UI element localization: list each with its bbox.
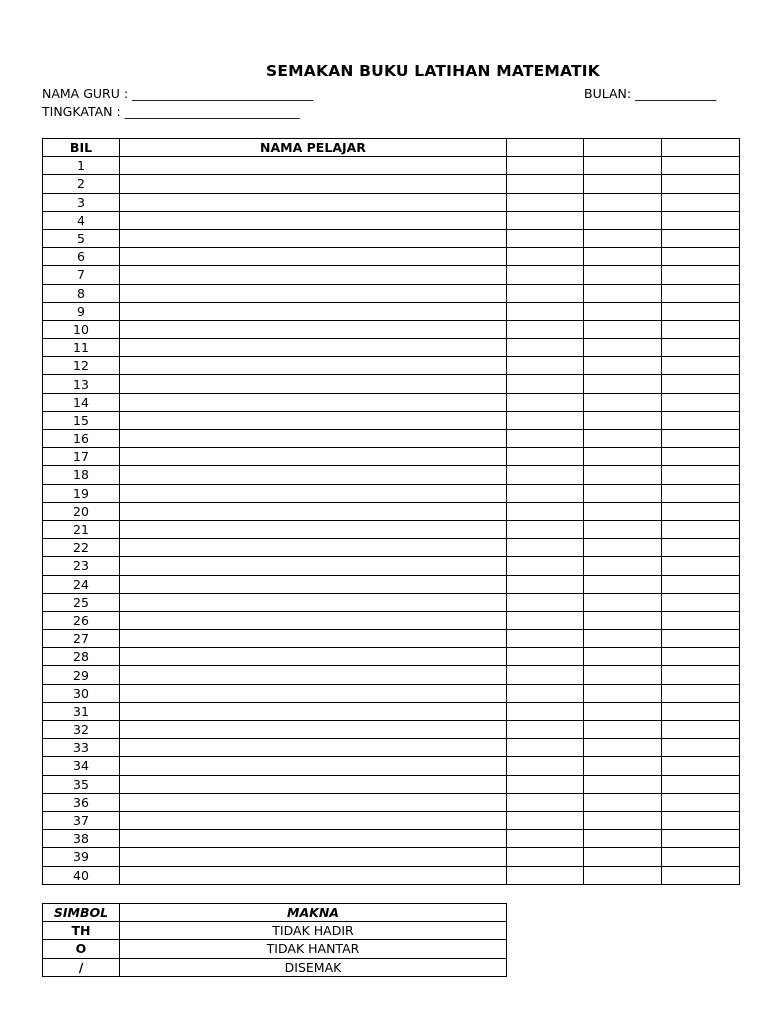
table-row (43, 575, 740, 593)
bil-cell: 27 (43, 630, 120, 648)
mark-cell[interactable] (662, 539, 740, 557)
table-row (43, 848, 740, 866)
mark-cell[interactable] (662, 393, 740, 411)
mark-cell[interactable] (507, 830, 584, 848)
mark-cell[interactable] (584, 175, 662, 193)
nama-pelajar-cell[interactable] (120, 302, 507, 320)
header-col-4 (584, 139, 662, 157)
table-row (43, 302, 740, 320)
nama-pelajar-cell[interactable] (120, 575, 507, 593)
nama-pelajar-cell[interactable] (120, 721, 507, 739)
mark-cell[interactable] (507, 484, 584, 502)
mark-cell[interactable] (584, 684, 662, 702)
nama-pelajar-cell[interactable] (120, 229, 507, 247)
mark-cell[interactable] (662, 375, 740, 393)
bil-cell: 19 (43, 484, 120, 502)
bil-cell: 39 (43, 848, 120, 866)
mark-cell[interactable] (584, 830, 662, 848)
mark-cell[interactable] (662, 229, 740, 247)
table-row (43, 284, 740, 302)
mark-cell[interactable] (584, 502, 662, 520)
mark-cell[interactable] (662, 248, 740, 266)
mark-cell[interactable] (662, 593, 740, 611)
mark-cell[interactable] (662, 520, 740, 538)
mark-cell[interactable] (507, 739, 584, 757)
table-row (43, 721, 740, 739)
mark-cell[interactable] (662, 448, 740, 466)
nama-pelajar-cell[interactable] (120, 593, 507, 611)
mark-cell[interactable] (507, 811, 584, 829)
guru-field[interactable]: _____________________________ (132, 86, 314, 101)
mark-cell[interactable] (662, 320, 740, 338)
bil-cell: 11 (43, 339, 120, 357)
table-row (43, 775, 740, 793)
mark-cell[interactable] (584, 557, 662, 575)
bil-cell: 37 (43, 811, 120, 829)
table-row (43, 539, 740, 557)
bil-cell: 24 (43, 575, 120, 593)
tingkatan-label: TINGKATAN : (42, 104, 125, 119)
legend-makna: DISEMAK (120, 958, 507, 976)
mark-cell[interactable] (584, 848, 662, 866)
table-row (43, 666, 740, 684)
guru-line (42, 86, 313, 101)
mark-cell[interactable] (507, 793, 584, 811)
table-row (43, 739, 740, 757)
mark-cell[interactable] (662, 775, 740, 793)
table-row (43, 248, 740, 266)
mark-cell[interactable] (662, 211, 740, 229)
mark-cell[interactable] (584, 739, 662, 757)
bil-cell: 38 (43, 830, 120, 848)
mark-cell[interactable] (584, 284, 662, 302)
bil-cell: 14 (43, 393, 120, 411)
mark-cell[interactable] (662, 193, 740, 211)
mark-cell[interactable] (507, 211, 584, 229)
mark-cell[interactable] (662, 339, 740, 357)
mark-cell[interactable] (507, 630, 584, 648)
mark-cell[interactable] (662, 866, 740, 884)
mark-cell[interactable] (507, 193, 584, 211)
bil-cell: 21 (43, 520, 120, 538)
mark-cell[interactable] (584, 302, 662, 320)
nama-pelajar-cell[interactable] (120, 484, 507, 502)
mark-cell[interactable] (584, 320, 662, 338)
mark-cell[interactable] (662, 739, 740, 757)
bil-cell: 3 (43, 193, 120, 211)
mark-cell[interactable] (507, 448, 584, 466)
table-row (43, 175, 740, 193)
mark-cell[interactable] (584, 666, 662, 684)
nama-pelajar-cell[interactable] (120, 357, 507, 375)
table-row (43, 793, 740, 811)
mark-cell[interactable] (584, 611, 662, 629)
legend-makna: TIDAK HANTAR (120, 940, 507, 958)
mark-cell[interactable] (507, 393, 584, 411)
mark-cell[interactable] (662, 302, 740, 320)
bil-cell: 31 (43, 702, 120, 720)
mark-cell[interactable] (507, 539, 584, 557)
mark-cell[interactable] (662, 811, 740, 829)
nama-pelajar-cell[interactable] (120, 630, 507, 648)
mark-cell[interactable] (662, 848, 740, 866)
bil-cell: 32 (43, 721, 120, 739)
mark-cell[interactable] (584, 193, 662, 211)
mark-cell[interactable] (584, 539, 662, 557)
legend-table (42, 903, 507, 977)
nama-pelajar-cell[interactable] (120, 775, 507, 793)
mark-cell[interactable] (584, 157, 662, 175)
mark-cell[interactable] (507, 593, 584, 611)
tingkatan-field[interactable]: ____________________________ (124, 104, 300, 119)
mark-cell[interactable] (584, 393, 662, 411)
mark-cell[interactable] (507, 266, 584, 284)
mark-cell[interactable] (662, 575, 740, 593)
mark-cell[interactable] (507, 430, 584, 448)
bil-cell: 16 (43, 430, 120, 448)
mark-cell[interactable] (584, 575, 662, 593)
mark-cell[interactable] (507, 375, 584, 393)
table-row (43, 393, 740, 411)
mark-cell[interactable] (584, 266, 662, 284)
table-row (43, 611, 740, 629)
mark-cell[interactable] (584, 466, 662, 484)
mark-cell[interactable] (584, 811, 662, 829)
bil-cell: 7 (43, 266, 120, 284)
legend-header-simbol: SIMBOL (43, 904, 120, 922)
nama-pelajar-cell[interactable] (120, 848, 507, 866)
mark-cell[interactable] (507, 520, 584, 538)
bil-cell: 15 (43, 411, 120, 429)
nama-pelajar-cell[interactable] (120, 266, 507, 284)
mark-cell[interactable] (507, 611, 584, 629)
tingkatan-line (42, 104, 300, 119)
bil-cell: 36 (43, 793, 120, 811)
mark-cell[interactable] (662, 157, 740, 175)
table-row (43, 811, 740, 829)
nama-pelajar-cell[interactable] (120, 175, 507, 193)
bil-cell: 18 (43, 466, 120, 484)
nama-pelajar-cell[interactable] (120, 157, 507, 175)
mark-cell[interactable] (507, 175, 584, 193)
mark-cell[interactable] (584, 375, 662, 393)
mark-cell[interactable] (507, 866, 584, 884)
mark-cell[interactable] (584, 793, 662, 811)
table-row (43, 411, 740, 429)
table-row (43, 484, 740, 502)
nama-pelajar-cell[interactable] (120, 430, 507, 448)
mark-cell[interactable] (662, 648, 740, 666)
nama-pelajar-cell[interactable] (120, 539, 507, 557)
nama-pelajar-cell[interactable] (120, 666, 507, 684)
nama-pelajar-cell[interactable] (120, 757, 507, 775)
bil-cell: 34 (43, 757, 120, 775)
mark-cell[interactable] (662, 502, 740, 520)
mark-cell[interactable] (584, 357, 662, 375)
nama-pelajar-cell[interactable] (120, 793, 507, 811)
mark-cell[interactable] (662, 266, 740, 284)
nama-pelajar-cell[interactable] (120, 684, 507, 702)
table-row (43, 448, 740, 466)
legend-simbol: / (43, 958, 120, 976)
table-row (43, 339, 740, 357)
table-row (43, 866, 740, 884)
mark-cell[interactable] (584, 229, 662, 247)
bil-cell: 25 (43, 593, 120, 611)
mark-cell[interactable] (584, 757, 662, 775)
table-row (43, 702, 740, 720)
bil-cell: 22 (43, 539, 120, 557)
table-header-row (43, 139, 740, 157)
mark-cell[interactable] (507, 757, 584, 775)
nama-pelajar-cell[interactable] (120, 411, 507, 429)
mark-cell[interactable] (584, 593, 662, 611)
bil-cell: 4 (43, 211, 120, 229)
mark-cell[interactable] (662, 611, 740, 629)
bil-cell: 6 (43, 248, 120, 266)
mark-cell[interactable] (507, 502, 584, 520)
mark-cell[interactable] (584, 248, 662, 266)
bil-cell: 33 (43, 739, 120, 757)
bil-cell: 8 (43, 284, 120, 302)
mark-cell[interactable] (584, 775, 662, 793)
legend-row (43, 922, 507, 940)
bil-cell: 2 (43, 175, 120, 193)
mark-cell[interactable] (584, 484, 662, 502)
nama-pelajar-cell[interactable] (120, 448, 507, 466)
bil-cell: 29 (43, 666, 120, 684)
table-row (43, 266, 740, 284)
legend-row (43, 958, 507, 976)
mark-cell[interactable] (662, 175, 740, 193)
guru-label: NAMA GURU : (42, 86, 133, 101)
mark-cell[interactable] (662, 630, 740, 648)
mark-cell[interactable] (662, 721, 740, 739)
bil-cell: 40 (43, 866, 120, 884)
mark-cell[interactable] (584, 430, 662, 448)
mark-cell[interactable] (507, 320, 584, 338)
bil-cell: 23 (43, 557, 120, 575)
mark-cell[interactable] (507, 666, 584, 684)
nama-pelajar-cell[interactable] (120, 284, 507, 302)
mark-cell[interactable] (507, 575, 584, 593)
header-bil: BIL (43, 139, 120, 157)
mark-cell[interactable] (507, 775, 584, 793)
mark-cell[interactable] (662, 284, 740, 302)
nama-pelajar-cell[interactable] (120, 702, 507, 720)
mark-cell[interactable] (507, 848, 584, 866)
nama-pelajar-cell[interactable] (120, 375, 507, 393)
mark-cell[interactable] (584, 866, 662, 884)
legend-simbol: O (43, 940, 120, 958)
table-row (43, 466, 740, 484)
bil-cell: 30 (43, 684, 120, 702)
table-row (43, 557, 740, 575)
bil-cell: 1 (43, 157, 120, 175)
nama-pelajar-cell[interactable] (120, 248, 507, 266)
nama-pelajar-cell[interactable] (120, 193, 507, 211)
mark-cell[interactable] (507, 648, 584, 666)
bil-cell: 26 (43, 611, 120, 629)
mark-cell[interactable] (662, 666, 740, 684)
mark-cell[interactable] (507, 466, 584, 484)
mark-cell[interactable] (507, 702, 584, 720)
table-row (43, 375, 740, 393)
nama-pelajar-cell[interactable] (120, 866, 507, 884)
mark-cell[interactable] (584, 339, 662, 357)
page-title: SEMAKAN BUKU LATIHAN MATEMATIK (266, 62, 600, 80)
nama-pelajar-cell[interactable] (120, 557, 507, 575)
bil-cell: 35 (43, 775, 120, 793)
legend-simbol: TH (43, 922, 120, 940)
nama-pelajar-cell[interactable] (120, 811, 507, 829)
nama-pelajar-cell[interactable] (120, 339, 507, 357)
table-row (43, 648, 740, 666)
nama-pelajar-cell[interactable] (120, 393, 507, 411)
mark-cell[interactable] (507, 339, 584, 357)
table-row (43, 757, 740, 775)
nama-pelajar-cell[interactable] (120, 502, 507, 520)
mark-cell[interactable] (507, 357, 584, 375)
bulan-line (584, 86, 716, 101)
bil-cell: 10 (43, 320, 120, 338)
table-row (43, 320, 740, 338)
mark-cell[interactable] (662, 411, 740, 429)
nama-pelajar-cell[interactable] (120, 830, 507, 848)
table-row (43, 229, 740, 247)
table-row (43, 830, 740, 848)
bil-cell: 20 (43, 502, 120, 520)
mark-cell[interactable] (507, 248, 584, 266)
mark-cell[interactable] (662, 484, 740, 502)
mark-cell[interactable] (662, 357, 740, 375)
mark-cell[interactable] (662, 830, 740, 848)
mark-cell[interactable] (507, 302, 584, 320)
legend-header-makna: MAKNA (120, 904, 507, 922)
table-row (43, 430, 740, 448)
legend-makna: TIDAK HADIR (120, 922, 507, 940)
header-nama-pelajar: NAMA PELAJAR (120, 139, 507, 157)
table-row (43, 357, 740, 375)
mark-cell[interactable] (584, 448, 662, 466)
bil-cell: 9 (43, 302, 120, 320)
mark-cell[interactable] (507, 157, 584, 175)
mark-cell[interactable] (584, 520, 662, 538)
mark-cell[interactable] (584, 411, 662, 429)
table-row (43, 193, 740, 211)
mark-cell[interactable] (507, 684, 584, 702)
mark-cell[interactable] (584, 721, 662, 739)
mark-cell[interactable] (507, 229, 584, 247)
bulan-field[interactable]: _____________ (635, 86, 717, 101)
bil-cell: 13 (43, 375, 120, 393)
mark-cell[interactable] (584, 648, 662, 666)
mark-cell[interactable] (507, 557, 584, 575)
bil-cell: 5 (43, 229, 120, 247)
nama-pelajar-cell[interactable] (120, 211, 507, 229)
mark-cell[interactable] (584, 630, 662, 648)
bil-cell: 28 (43, 648, 120, 666)
nama-pelajar-cell[interactable] (120, 648, 507, 666)
legend-header-row (43, 904, 507, 922)
nama-pelajar-cell[interactable] (120, 611, 507, 629)
mark-cell[interactable] (507, 284, 584, 302)
mark-cell[interactable] (662, 684, 740, 702)
mark-cell[interactable] (584, 211, 662, 229)
student-table (42, 138, 740, 885)
nama-pelajar-cell[interactable] (120, 320, 507, 338)
mark-cell[interactable] (662, 430, 740, 448)
legend-row (43, 940, 507, 958)
nama-pelajar-cell[interactable] (120, 466, 507, 484)
header-col-5 (662, 139, 740, 157)
mark-cell[interactable] (662, 557, 740, 575)
mark-cell[interactable] (662, 466, 740, 484)
bulan-label: BULAN: (584, 86, 636, 101)
table-row (43, 211, 740, 229)
mark-cell[interactable] (662, 702, 740, 720)
header-col-3 (507, 139, 584, 157)
mark-cell[interactable] (507, 411, 584, 429)
table-row (43, 630, 740, 648)
table-row (43, 520, 740, 538)
bil-cell: 12 (43, 357, 120, 375)
nama-pelajar-cell[interactable] (120, 520, 507, 538)
mark-cell[interactable] (507, 721, 584, 739)
table-row (43, 684, 740, 702)
table-row (43, 157, 740, 175)
mark-cell[interactable] (662, 793, 740, 811)
table-row (43, 502, 740, 520)
bil-cell: 17 (43, 448, 120, 466)
nama-pelajar-cell[interactable] (120, 739, 507, 757)
mark-cell[interactable] (584, 702, 662, 720)
mark-cell[interactable] (662, 757, 740, 775)
table-row (43, 593, 740, 611)
